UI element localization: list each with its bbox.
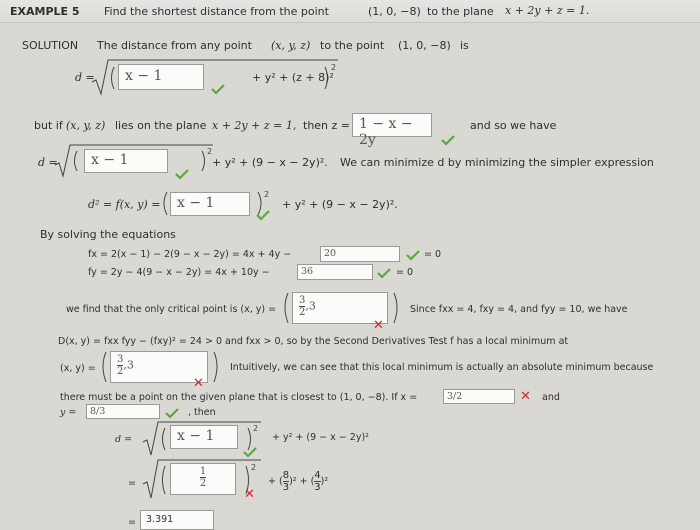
check-icon-z xyxy=(441,134,455,146)
header-point: (1, 0, −8) xyxy=(368,5,421,18)
x-icon-5: ✕ xyxy=(244,487,255,502)
check-icon-2 xyxy=(175,168,189,180)
lies-on: lies on the plane xyxy=(115,119,207,132)
svg-text:2: 2 xyxy=(207,147,213,156)
then-text: , then xyxy=(188,407,216,418)
solution-point: (1, 0, −8) xyxy=(398,39,451,52)
y-equals: y = xyxy=(60,407,77,418)
header-text: Find the shortest distance from the point xyxy=(104,5,329,18)
svg-text:2: 2 xyxy=(253,424,259,433)
fy-equation: fy = 2y − 4(9 − x − 2y) = 4x + 10y − xyxy=(88,267,270,278)
svg-text:2: 2 xyxy=(331,63,337,72)
d-equals-2: d = xyxy=(38,156,58,169)
rest5-c: 4 xyxy=(314,470,321,481)
answer-box-1[interactable]: x − 1 xyxy=(118,64,204,90)
must-be-text: there must be a point on the given plane that is closest to (1, 0, −8). If x = xyxy=(60,392,418,403)
and-label: and xyxy=(542,392,560,403)
fy-eq-zero: = 0 xyxy=(396,267,414,278)
but-if: but if xyxy=(34,119,63,132)
rest-4: + y² + (9 − x − 2y)² xyxy=(272,432,369,443)
check-icon-1 xyxy=(211,83,225,95)
intuitive-text: Intuitively, we can see that this local minimum is actually an absolute minimum because xyxy=(230,362,654,373)
answer-box-4[interactable]: x − 1 xyxy=(170,425,238,449)
solution-xyz: (x, y, z) xyxy=(271,39,311,52)
check-icon-3 xyxy=(256,209,270,221)
check-icon-fy xyxy=(377,267,391,279)
x-icon-local: ✕ xyxy=(193,376,204,391)
fx-answer-box[interactable]: 20 xyxy=(320,246,400,262)
answer-box-5[interactable] xyxy=(170,463,236,495)
d2-equals: d² = f(x, y) = xyxy=(88,198,161,211)
minimize-text: We can minimize d by minimizing the simpler expression xyxy=(340,156,654,169)
svg-text:2: 2 xyxy=(251,463,257,472)
solution-label: SOLUTION xyxy=(22,39,79,52)
since-text: Since fxx = 4, fxy = 4, and fyy = 10, we have xyxy=(410,304,628,315)
d-equals-4: d = xyxy=(115,434,133,445)
loc-y: ,3 xyxy=(123,358,134,372)
solution-is: is xyxy=(460,39,469,52)
answer-box-2[interactable]: x − 1 xyxy=(84,149,168,173)
d-equals-1: d = xyxy=(75,71,95,84)
plane-eq: x + 2y + z = 1, xyxy=(212,119,297,132)
fy-answer-box[interactable]: 36 xyxy=(297,264,373,280)
answer-box-z[interactable]: 1 − x − 2y xyxy=(352,113,432,137)
rest-1: + y² + (z + 8)² xyxy=(252,71,334,84)
rest-3: + y² + (9 − x − 2y)². xyxy=(282,198,398,211)
check-icon-y xyxy=(165,407,179,419)
solution-intro: The distance from any point xyxy=(97,39,252,52)
x-icon-x: ✕ xyxy=(520,389,531,404)
header-plane: x + 2y + z = 1. xyxy=(505,4,590,17)
header-mid: to the plane xyxy=(427,5,494,18)
loc-num: 3 xyxy=(117,354,124,365)
rest5-b: 3 xyxy=(282,482,290,493)
crit-y: ,3 xyxy=(305,299,316,313)
and-so: and so we have xyxy=(470,119,557,132)
box5-den: 2 xyxy=(199,478,207,489)
rest-5: + ( $\frac{8}{3}$ )² + ( $\frac{4}{3}$ )² xyxy=(268,470,329,493)
x-icon-critical: ✕ xyxy=(373,318,384,333)
y-answer-box[interactable]: 8/3 xyxy=(86,404,160,419)
solution-to-point: to the point xyxy=(320,39,385,52)
check-icon-fx xyxy=(406,249,420,261)
xy-equals: (x, y) = xyxy=(60,363,96,374)
d-test-text: D(x, y) = fxx fyy − (fxy)² = 24 > 0 and fxx > 0, so by the Second Derivatives Test f has a local minimum at xyxy=(58,336,569,347)
then-z: then z = xyxy=(303,119,351,132)
crit-num: 3 xyxy=(299,295,306,306)
check-icon-4 xyxy=(243,446,257,458)
rest5-a: 8 xyxy=(282,470,290,481)
loc-den: 2 xyxy=(117,366,124,377)
box5-num: 1 xyxy=(199,466,207,477)
x-answer-box[interactable]: 3/2 xyxy=(443,389,515,404)
equals-5: = xyxy=(128,478,136,489)
by-solving: By solving the equations xyxy=(40,228,176,241)
fx-eq-zero: = 0 xyxy=(424,249,442,260)
rest5-d: 3 xyxy=(314,482,321,493)
box5-frac xyxy=(200,466,206,489)
crit-den: 2 xyxy=(299,307,306,318)
answer-box-3[interactable]: x − 1 xyxy=(170,192,250,216)
rest-2: + y² + (9 − x − 2y)². xyxy=(212,156,328,169)
equals-6: = xyxy=(128,517,136,528)
xyz-2: (x, y, z) xyxy=(66,119,106,132)
fx-equation: fx = 2(x − 1) − 2(9 − x − 2y) = 4x + 4y − xyxy=(88,249,292,260)
example-title: EXAMPLE 5 xyxy=(10,5,80,18)
svg-text:2: 2 xyxy=(264,190,270,199)
final-answer-box[interactable]: 3.391 xyxy=(140,510,214,530)
critical-text: we find that the only critical point is (x, y) = xyxy=(66,304,277,315)
